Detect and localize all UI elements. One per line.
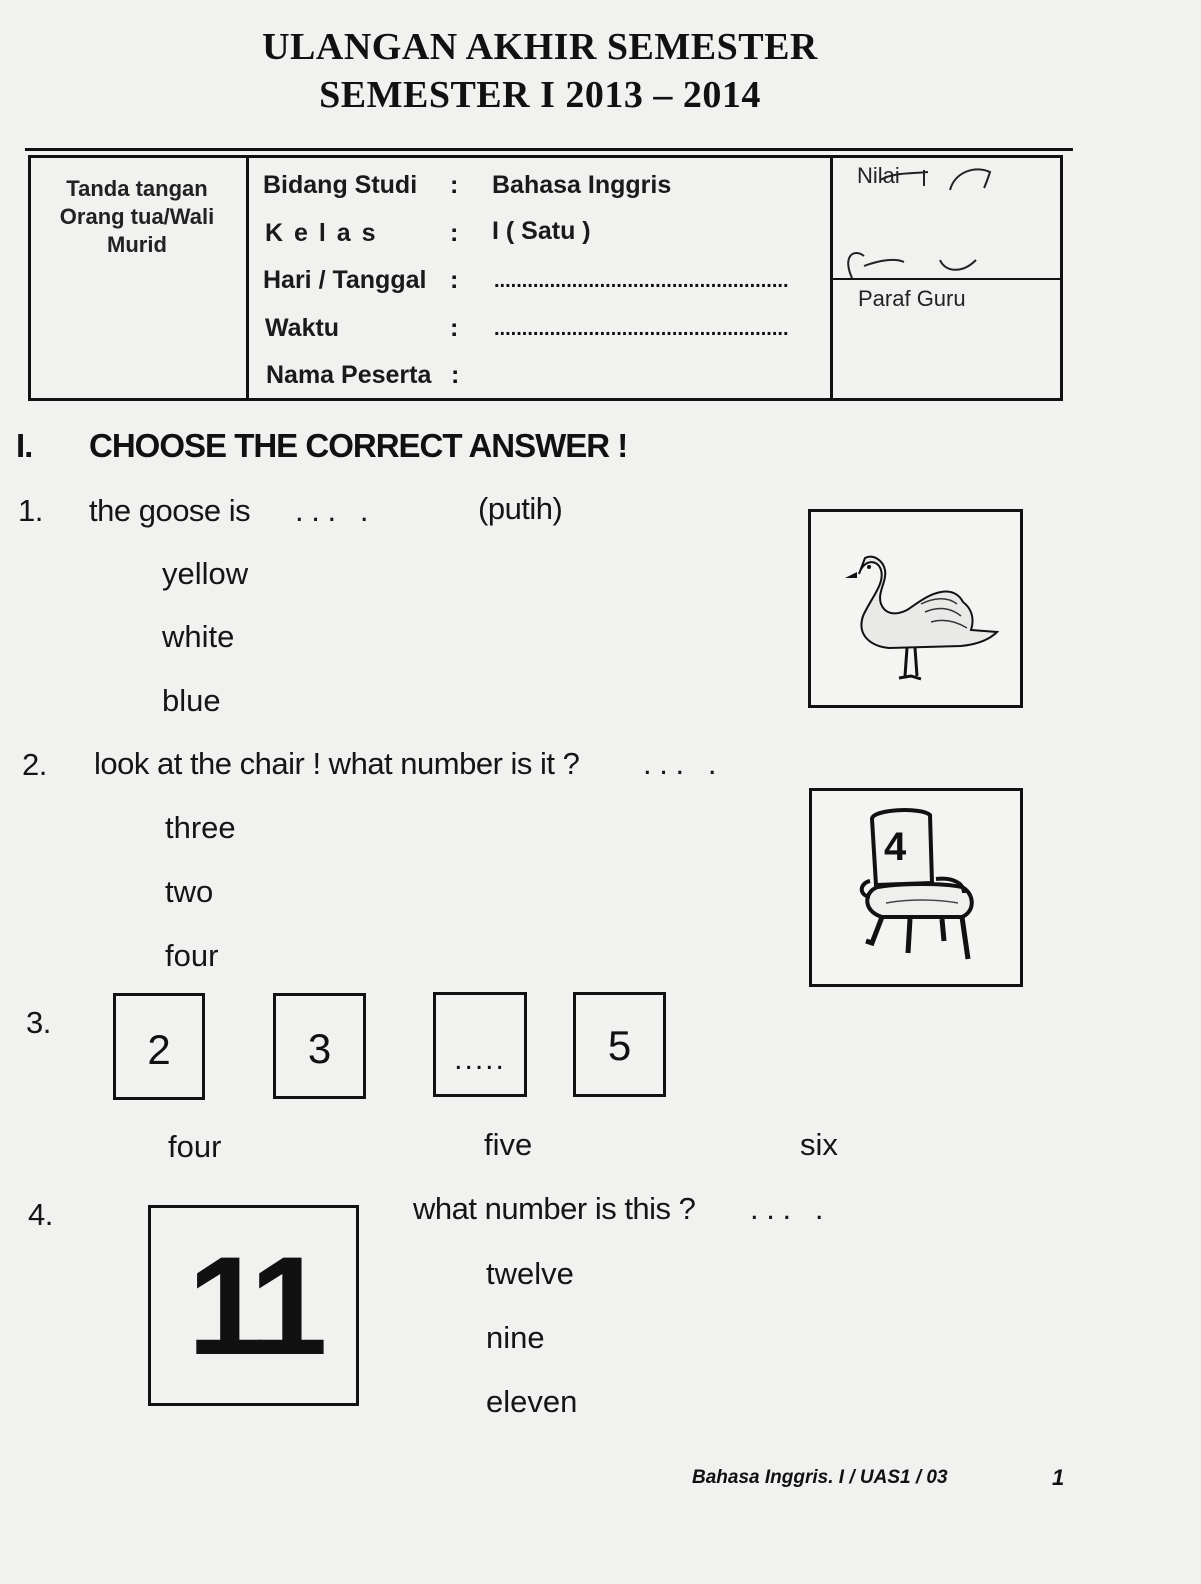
field-value-class: I ( Satu ) — [492, 217, 591, 245]
info-box-divider-left — [246, 155, 249, 401]
field-value-time[interactable]: ..................................................... — [494, 318, 789, 340]
field-label-date: Hari / Tanggal — [263, 266, 427, 294]
field-colon: : — [450, 219, 459, 247]
chair-icon — [812, 791, 1020, 984]
option-c[interactable]: eleven — [486, 1384, 578, 1419]
field-label-participant: Nama Peserta — [266, 361, 432, 389]
option-a[interactable]: four — [168, 1129, 222, 1164]
page-number: 1 — [1052, 1465, 1065, 1490]
option-a[interactable]: twelve — [486, 1256, 574, 1291]
question-blank: . . . . — [643, 746, 717, 781]
page-title-line1: ULANGAN AKHIR SEMESTER — [262, 26, 818, 68]
chair-picture-frame — [809, 788, 1023, 987]
goose-picture-frame — [808, 509, 1023, 708]
number-box-value: 2 — [147, 1026, 171, 1073]
field-colon: : — [450, 314, 459, 342]
option-b[interactable]: nine — [486, 1320, 545, 1355]
chair-number: 4 — [884, 825, 907, 869]
option-b[interactable]: two — [165, 874, 214, 909]
teacher-signature-label: Paraf Guru — [858, 286, 966, 311]
question-number: 2. — [22, 747, 47, 782]
question-text: the goose is — [89, 493, 251, 528]
goose-icon — [811, 512, 1020, 705]
option-c[interactable]: four — [165, 938, 219, 973]
field-colon: : — [450, 171, 459, 199]
question-blank: . . . . — [750, 1191, 824, 1226]
option-b[interactable]: five — [484, 1127, 533, 1162]
score-label: Nilai — [857, 163, 900, 188]
option-b[interactable]: white — [162, 619, 235, 654]
field-label-subject: Bidang Studi — [263, 171, 418, 199]
number-box — [573, 992, 666, 1097]
field-colon: : — [450, 266, 459, 294]
option-c[interactable]: blue — [162, 683, 221, 718]
field-value-date[interactable]: ..................................................... — [494, 270, 789, 292]
question-number: 3. — [26, 1005, 51, 1040]
number-box-value: 5 — [607, 1022, 632, 1069]
question-hint: (putih) — [478, 491, 563, 526]
section-number: I. — [16, 427, 33, 464]
handwritten-score-scribble — [840, 160, 1040, 280]
field-label-class: K e l a s — [265, 219, 378, 247]
number-box — [113, 993, 205, 1100]
field-label-time: Waktu — [265, 314, 340, 342]
question-text: what number is this ? — [413, 1191, 696, 1226]
number-box — [273, 993, 366, 1099]
number-box-value: 3 — [307, 1025, 332, 1072]
big-number-box — [148, 1205, 359, 1406]
question-number: 4. — [28, 1197, 53, 1232]
field-value-subject: Bahasa Inggris — [492, 171, 672, 199]
header-rule — [25, 148, 1073, 151]
option-a[interactable]: three — [165, 810, 236, 845]
number-box-value: ..... — [454, 1043, 506, 1076]
section-title: CHOOSE THE CORRECT ANSWER ! — [89, 427, 628, 464]
field-colon: : — [451, 361, 460, 389]
question-number: 1. — [18, 493, 43, 528]
option-a[interactable]: yellow — [162, 556, 249, 591]
big-number: 11 — [187, 1227, 320, 1384]
page-title-line2: SEMESTER I 2013 – 2014 — [319, 74, 761, 116]
question-blank: . . . . — [295, 493, 369, 528]
number-box-blank[interactable] — [433, 992, 527, 1097]
parent-signature-label: Tanda tangan Orang tua/Wali Murid — [59, 176, 215, 257]
question-text: look at the chair ! what number is it ? — [94, 746, 580, 781]
footer-code: Bahasa Inggris. I / UAS1 / 03 — [692, 1467, 948, 1488]
option-c[interactable]: six — [800, 1127, 838, 1162]
